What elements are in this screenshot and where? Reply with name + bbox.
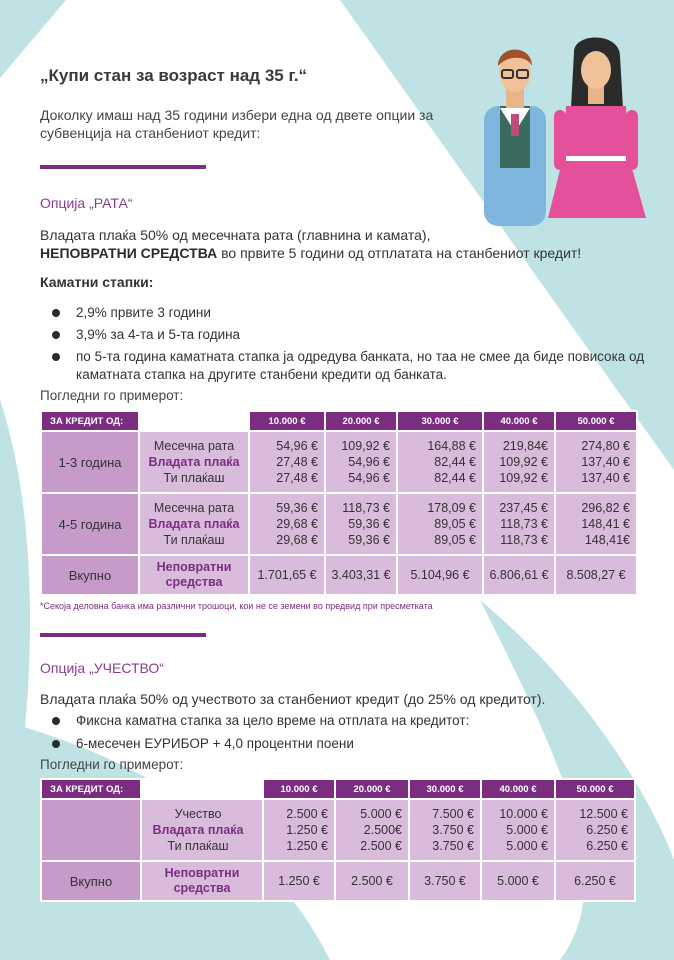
- rata-table: [40, 410, 638, 596]
- woman-figure: [548, 37, 646, 218]
- total-label: Вкупно: [41, 861, 141, 901]
- option1-heading: Опција „РАТА“: [40, 195, 133, 211]
- total-value: 5.104,96 €: [397, 555, 483, 595]
- value-cell: 54,96 € 27,48 € 27,48 €: [249, 431, 325, 493]
- table-header-row: [41, 779, 635, 799]
- section-divider: [40, 165, 206, 169]
- total-value: 3.403,31 €: [325, 555, 397, 595]
- total-value: 2.500 €: [335, 861, 409, 901]
- value-cell: 10.000 € 5.000 € 5.000 €: [481, 799, 555, 861]
- row-labels: Учество Владата плаќа Ти плаќаш: [141, 799, 263, 861]
- table-row: [41, 799, 635, 861]
- column-header: 40.000 €: [483, 411, 555, 431]
- option2-bullet-2: 6-месечен ЕУРИБОР + 4,0 процентни поени: [50, 735, 666, 753]
- total-value: 5.000 €: [481, 861, 555, 901]
- option2-description: Владата плаќа 50% од учеството за станбениот кредит (до 25% од кредитот).: [40, 691, 546, 707]
- column-header: 30.000 €: [409, 779, 481, 799]
- period-label: 1-3 година: [41, 431, 139, 493]
- empty-label-cell: [41, 799, 141, 861]
- option2-bullet-1: Фиксна каматна стапка за цело време на отплата на кредитот:: [50, 712, 666, 730]
- bullet-icon: [52, 309, 60, 317]
- value-cell: 7.500 € 3.750 € 3.750 €: [409, 799, 481, 861]
- value-cell: 2.500 € 1.250 € 1.250 €: [263, 799, 335, 861]
- column-header: 20.000 €: [335, 779, 409, 799]
- column-header: 50.000 €: [555, 411, 637, 431]
- total-value: 3.750 €: [409, 861, 481, 901]
- value-cell: 237,45 € 118,73 € 118,73 €: [483, 493, 555, 555]
- total-row: [41, 555, 637, 595]
- see-example-2: Погледни го примерот:: [40, 757, 184, 772]
- table-header-row: [41, 411, 637, 431]
- table-row: [41, 431, 637, 493]
- option1-line1: Владата плаќа 50% од месечната рата (главнина и камата),: [40, 227, 431, 243]
- value-cell: 5.000 € 2.500€ 2.500 €: [335, 799, 409, 861]
- rate-bullet-3: по 5-та година каматната стапка ја одредува банката, но таа не смее да биде повисока од каматната стапка на другите станбени кредити од банката.: [50, 348, 666, 384]
- couple-illustration: [478, 36, 648, 226]
- page-title: „Купи стан за возраст над 35 г.“: [40, 66, 308, 85]
- value-cell: 12.500 € 6.250 € 6.250 €: [555, 799, 635, 861]
- see-example-1: Погледни го примерот:: [40, 388, 184, 403]
- option1-line2-rest: во првите 5 години од отплатата на станбениот кредит!: [217, 245, 582, 261]
- credit-header: ЗА КРЕДИТ ОД:: [41, 779, 141, 799]
- bullet-icon: [52, 353, 60, 361]
- value-cell: 274,80 € 137,40 € 137,40 €: [555, 431, 637, 493]
- column-header: 10.000 €: [249, 411, 325, 431]
- row-labels: Месечна рата Владата плаќа Ти плаќаш: [139, 493, 249, 555]
- value-cell: 296,82 € 148,41 € 148,41€: [555, 493, 637, 555]
- option2-heading: Опција „УЧЕСТВО“: [40, 660, 164, 676]
- bullet-icon: [52, 717, 60, 725]
- column-header: 30.000 €: [397, 411, 483, 431]
- option1-description: [40, 226, 640, 262]
- total-row: [41, 861, 635, 901]
- row-labels: Месечна рата Владата плаќа Ти плаќаш: [139, 431, 249, 493]
- period-label: 4-5 година: [41, 493, 139, 555]
- value-cell: 109,92 € 54,96 € 54,96 €: [325, 431, 397, 493]
- rate-bullet-2: 3,9% за 4-та и 5-та година: [50, 326, 666, 344]
- column-header: 50.000 €: [555, 779, 635, 799]
- value-cell: 178,09 € 89,05 € 89,05 €: [397, 493, 483, 555]
- value-cell: 164,88 € 82,44 € 82,44 €: [397, 431, 483, 493]
- option1-line2: [40, 244, 640, 262]
- man-figure: [484, 50, 546, 227]
- table-row: [41, 493, 637, 555]
- section-divider: [40, 633, 206, 637]
- column-header: 20.000 €: [325, 411, 397, 431]
- value-cell: 59,36 € 29,68 € 29,68 €: [249, 493, 325, 555]
- footnote: *Секоја деловна банка има различни трошоци, кои не се земени во предвид при пресметката: [40, 601, 433, 611]
- total-label: Вкупно: [41, 555, 139, 595]
- total-value: 1.250 €: [263, 861, 335, 901]
- total-value: 6.250 €: [555, 861, 635, 901]
- rates-heading: Каматни стапки:: [40, 274, 154, 290]
- value-cell: 118,73 € 59,36 € 59,36 €: [325, 493, 397, 555]
- nonrefundable-label: Неповратни средства: [139, 555, 249, 595]
- intro-text: Доколку имаш над 35 години избери една од двете опции за субвенција на станбениот кредит:: [40, 107, 434, 141]
- rate-bullet-1: 2,9% првите 3 години: [50, 304, 666, 322]
- column-header: 10.000 €: [263, 779, 335, 799]
- value-cell: 219,84€ 109,92 € 109,92 €: [483, 431, 555, 493]
- bullet-icon: [52, 331, 60, 339]
- total-value: 1.701,65 €: [249, 555, 325, 595]
- credit-header: ЗА КРЕДИТ ОД:: [41, 411, 139, 431]
- total-value: 8.508,27 €: [555, 555, 637, 595]
- option1-nonrefundable: НЕПОВРАТНИ СРЕДСТВА: [40, 245, 218, 261]
- total-value: 6.806,61 €: [483, 555, 555, 595]
- uchestvo-table: [40, 778, 636, 902]
- bullet-icon: [52, 740, 60, 748]
- nonrefundable-label: Неповратни средства: [141, 861, 263, 901]
- column-header: 40.000 €: [481, 779, 555, 799]
